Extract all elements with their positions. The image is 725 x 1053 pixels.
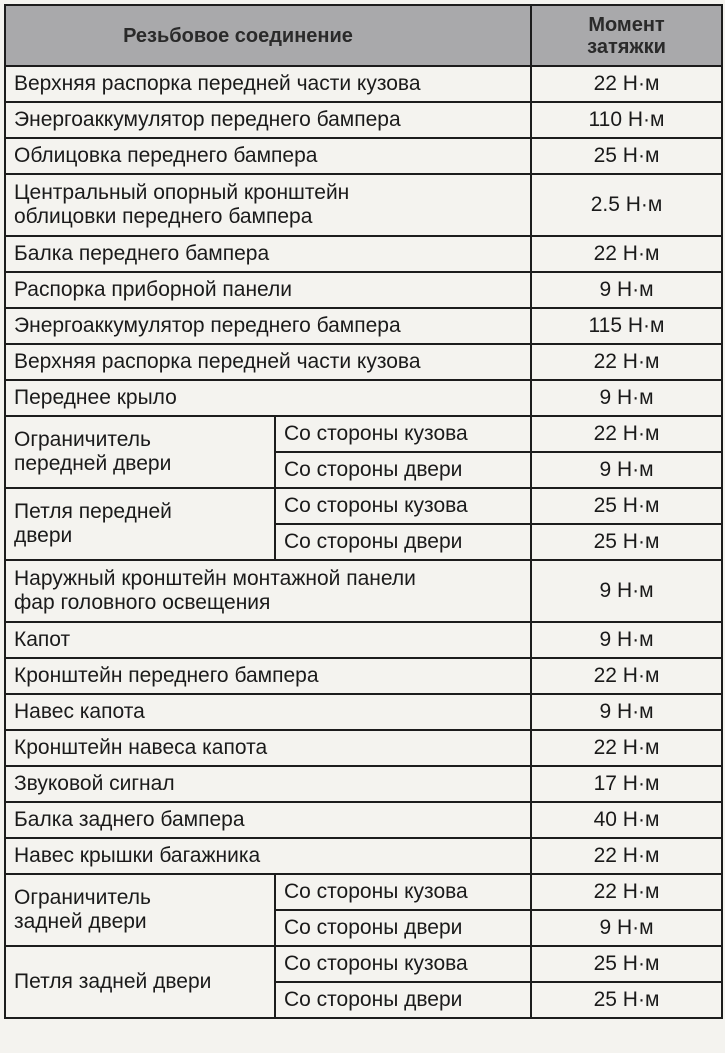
- table-row: [5, 694, 722, 730]
- joint-side: Со стороны двери: [275, 452, 531, 488]
- torque-value: 9 Н·м: [531, 380, 722, 416]
- torque-value: 22 Н·м: [531, 416, 722, 452]
- joint-name: Кронштейн навеса капота: [5, 730, 531, 766]
- joint-name: Навес капота: [5, 694, 531, 730]
- table-row: [5, 488, 722, 524]
- joint-name: [5, 560, 531, 622]
- joint-name: Балка переднего бампера: [5, 236, 531, 272]
- torque-value: 25 Н·м: [531, 946, 722, 982]
- joint-side: Со стороны двери: [275, 910, 531, 946]
- joint-name: [5, 488, 275, 560]
- torque-table: [4, 4, 723, 1019]
- joint-name: Балка заднего бампера: [5, 802, 531, 838]
- joint-name: [5, 874, 275, 946]
- table-row: [5, 622, 722, 658]
- torque-value: 110 Н·м: [531, 102, 722, 138]
- torque-value: 22 Н·м: [531, 344, 722, 380]
- table-row: [5, 138, 722, 174]
- joint-name: Распорка приборной панели: [5, 272, 531, 308]
- joint-name-line2: облицовки переднего бампера: [14, 205, 313, 228]
- table-row: [5, 66, 722, 102]
- table-row: [5, 874, 722, 910]
- table-row: [5, 236, 722, 272]
- header-torque: [531, 5, 722, 66]
- joint-side: Со стороны кузова: [275, 488, 531, 524]
- torque-value: 9 Н·м: [531, 452, 722, 488]
- joint-name-line1: Петля передней: [14, 500, 172, 523]
- torque-value: 9 Н·м: [531, 694, 722, 730]
- joint-side: Со стороны кузова: [275, 946, 531, 982]
- joint-name: Верхняя распорка передней части кузова: [5, 344, 531, 380]
- joint-name: Облицовка переднего бампера: [5, 138, 531, 174]
- header-torque-line2: затяжки: [587, 35, 666, 58]
- joint-name: Энергоаккумулятор переднего бампера: [5, 102, 531, 138]
- joint-name: [5, 174, 531, 236]
- joint-name: [5, 416, 275, 488]
- joint-name-line1: Центральный опорный кронштейн: [14, 181, 350, 204]
- joint-name: Кронштейн переднего бампера: [5, 658, 531, 694]
- torque-value: 9 Н·м: [531, 910, 722, 946]
- table-header-row: [5, 5, 722, 66]
- header-torque-line1: Момент: [588, 13, 665, 36]
- table-row: [5, 658, 722, 694]
- table-row: [5, 380, 722, 416]
- joint-name: Энергоаккумулятор переднего бампера: [5, 308, 531, 344]
- table-row: [5, 416, 722, 452]
- torque-value: 9 Н·м: [531, 272, 722, 308]
- joint-name-line2: передней двери: [14, 452, 172, 475]
- table-row: [5, 560, 722, 622]
- joint-side: Со стороны двери: [275, 524, 531, 560]
- joint-name: Переднее крыло: [5, 380, 531, 416]
- joint-name-line1: Ограничитель: [14, 428, 151, 451]
- torque-value: 22 Н·м: [531, 730, 722, 766]
- joint-name-line1: Наружный кронштейн монтажной панели: [14, 567, 416, 590]
- joint-name-line2: задней двери: [14, 910, 147, 933]
- joint-name: Капот: [5, 622, 531, 658]
- joint-side: Со стороны кузова: [275, 874, 531, 910]
- header-joint: Резьбовое соединение: [5, 5, 531, 66]
- joint-name: Петля задней двери: [5, 946, 275, 1018]
- torque-value: 25 Н·м: [531, 488, 722, 524]
- table-row: [5, 730, 722, 766]
- joint-name-line2: фар головного освещения: [14, 591, 271, 614]
- table-row: [5, 272, 722, 308]
- joint-name-line1: Ограничитель: [14, 886, 151, 909]
- joint-name: Навес крышки багажника: [5, 838, 531, 874]
- torque-value: 25 Н·м: [531, 982, 722, 1018]
- joint-side: Со стороны кузова: [275, 416, 531, 452]
- torque-value: 17 Н·м: [531, 766, 722, 802]
- torque-value: 22 Н·м: [531, 236, 722, 272]
- table-row: [5, 802, 722, 838]
- torque-value: 2.5 Н·м: [531, 174, 722, 236]
- torque-value: 22 Н·м: [531, 66, 722, 102]
- table-row: [5, 946, 722, 982]
- torque-value: 25 Н·м: [531, 524, 722, 560]
- joint-side: Со стороны двери: [275, 982, 531, 1018]
- torque-value: 40 Н·м: [531, 802, 722, 838]
- torque-value: 22 Н·м: [531, 658, 722, 694]
- table-row: [5, 102, 722, 138]
- table-row: [5, 766, 722, 802]
- table-row: [5, 174, 722, 236]
- torque-value: 22 Н·м: [531, 874, 722, 910]
- torque-spec-sheet: [4, 4, 721, 1049]
- torque-value: 115 Н·м: [531, 308, 722, 344]
- torque-value: 25 Н·м: [531, 138, 722, 174]
- joint-name: Верхняя распорка передней части кузова: [5, 66, 531, 102]
- torque-value: 9 Н·м: [531, 622, 722, 658]
- table-row: [5, 308, 722, 344]
- joint-name: Звуковой сигнал: [5, 766, 531, 802]
- table-row: [5, 838, 722, 874]
- torque-value: 9 Н·м: [531, 560, 722, 622]
- joint-name-line2: двери: [14, 524, 73, 547]
- torque-value: 22 Н·м: [531, 838, 722, 874]
- table-row: [5, 344, 722, 380]
